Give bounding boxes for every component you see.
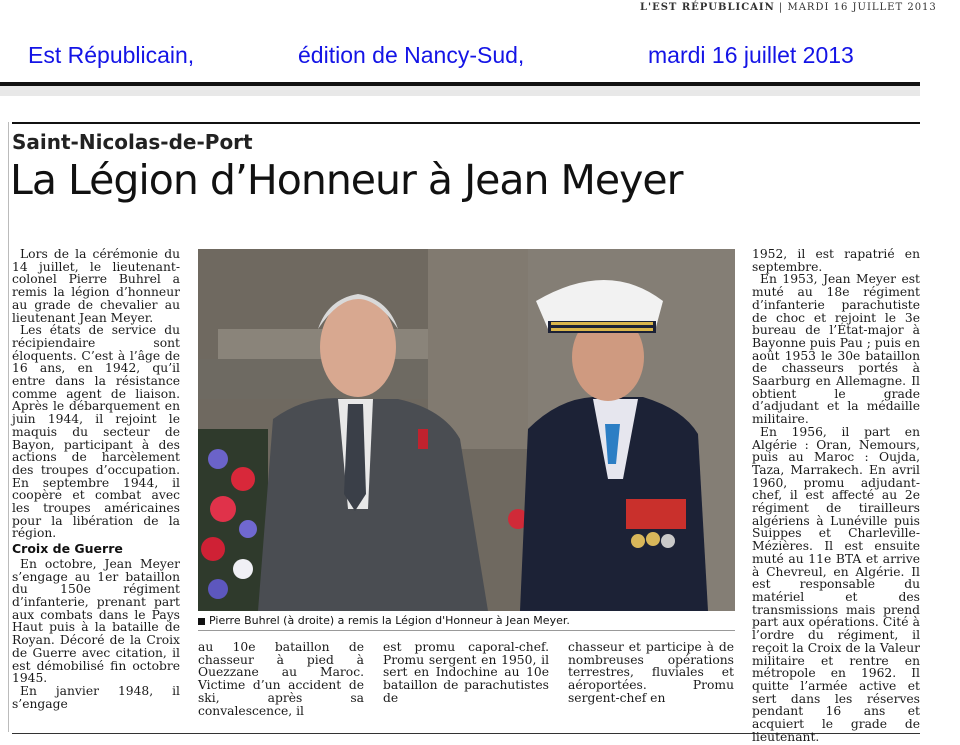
article-column-2	[198, 641, 364, 717]
article-column-5	[752, 248, 920, 743]
paragraph: chasseur et participe à de nombreuses opérations terrestres, fluviales et aéroportées. Promu sergent-chef en	[568, 640, 734, 705]
masthead-paper: L'EST RÉPUBLICAIN	[640, 2, 775, 13]
article-column-1	[12, 248, 180, 710]
photo-illustration	[198, 249, 735, 611]
article-left-rule	[8, 122, 9, 732]
article-column-3	[383, 641, 549, 705]
paragraph: En 1953, Jean Meyer est muté au 18e régiment d’infanterie parachutiste de choc et rejoint le 3e bureau de l’État-major à Bayonne puis Pau ; puis en août 1953 le 30e bataillon de chasseurs portés à Saarburg en Allemagne. Il obtient le grade d’adjudant et la médaille militaire.	[752, 272, 920, 427]
paragraph: Les états de service du récipiendaire sont éloquents. C’est à l’âge de 16 ans, en 1942, qu’il entre dans la résistance comme agent de liaison. Après le débarquement en juin 1944, il rejoint le maquis du secteur de Bayon, participant à des actions de harcèlement des troupes d’occupation. En septembre 1944, il coopère et combat avec les troupes américaines pour la libération de la région.	[12, 323, 180, 541]
photo-caption	[198, 614, 735, 627]
source-edition: édition de Nancy-Sud,	[298, 42, 525, 68]
paragraph: En 1956, il part en Algérie : Oran, Nemours, puis au Maroc : Oujda, Taza, Marrakech. En avril 1960, promu adjudant-chef, il est affecté au 2e régiment de tirailleurs algériens à Lunéville puis Suippes et Charleville-Mézières. Il est ensuite muté au 11e BTA et arrive à Chevreul, en Algérie. Il est responsable du matériel et des transmissions mais prend part aux opérations. Cité à l’ordre du régiment, il reçoit la Croix de la Valeur militaire et rentre en métropole en 1962. Il quitte l’armée active et sert dans les réserves pendant 16 ans et acquiert le grade de lieutenant.	[752, 424, 920, 744]
photo-caption-text: Pierre Buhrel (à droite) a remis la Légion d'Honneur à Jean Meyer.	[209, 614, 570, 627]
article-photo	[198, 249, 735, 611]
masthead-date: MARDI 16 JUILLET 2013	[787, 2, 937, 13]
caption-rule	[198, 630, 735, 631]
paragraph: Lors de la cérémonie du 14 juillet, le lieutenant-colonel Pierre Buhrel a remis la légion d’honneur au grade de chevalier au lieutenant Jean Meyer.	[12, 247, 180, 325]
article-top-rule	[12, 122, 920, 124]
paragraph: est promu caporal-chef. Promu sergent en 1950, il sert en Indochine au 10e bataillon de parachutistes de	[383, 640, 549, 705]
caption-bullet-icon	[198, 618, 205, 625]
paragraph: 1952, il est rapatrié en septembre.	[752, 247, 920, 274]
article-subhead: Croix de Guerre	[12, 541, 123, 557]
article-kicker: Saint-Nicolas-de-Port	[12, 130, 253, 154]
paragraph: En janvier 1948, il s’engage	[12, 683, 180, 711]
article-column-4	[568, 641, 734, 705]
masthead-separator: |	[774, 2, 788, 13]
paragraph: au 10e bataillon de chasseur à pied à Ouezzane au Maroc. Victime d’un accident de ski, après sa convalescence, il	[198, 640, 364, 718]
header-band	[0, 86, 920, 96]
paragraph: En octobre, Jean Meyer s’engage au 1er bataillon du 150e régiment d’infanterie, prenant part aux combats dans le Pays Haut puis à la bataille de Royan. Décoré de la Croix de Guerre avec citation, il est démobilisé fin octobre 1945.	[12, 556, 180, 686]
masthead	[640, 2, 937, 13]
source-date: mardi 16 juillet 2013	[648, 42, 854, 68]
article-headline: La Légion d’Honneur à Jean Meyer	[10, 156, 683, 204]
source-paper: Est Républicain,	[28, 42, 195, 68]
